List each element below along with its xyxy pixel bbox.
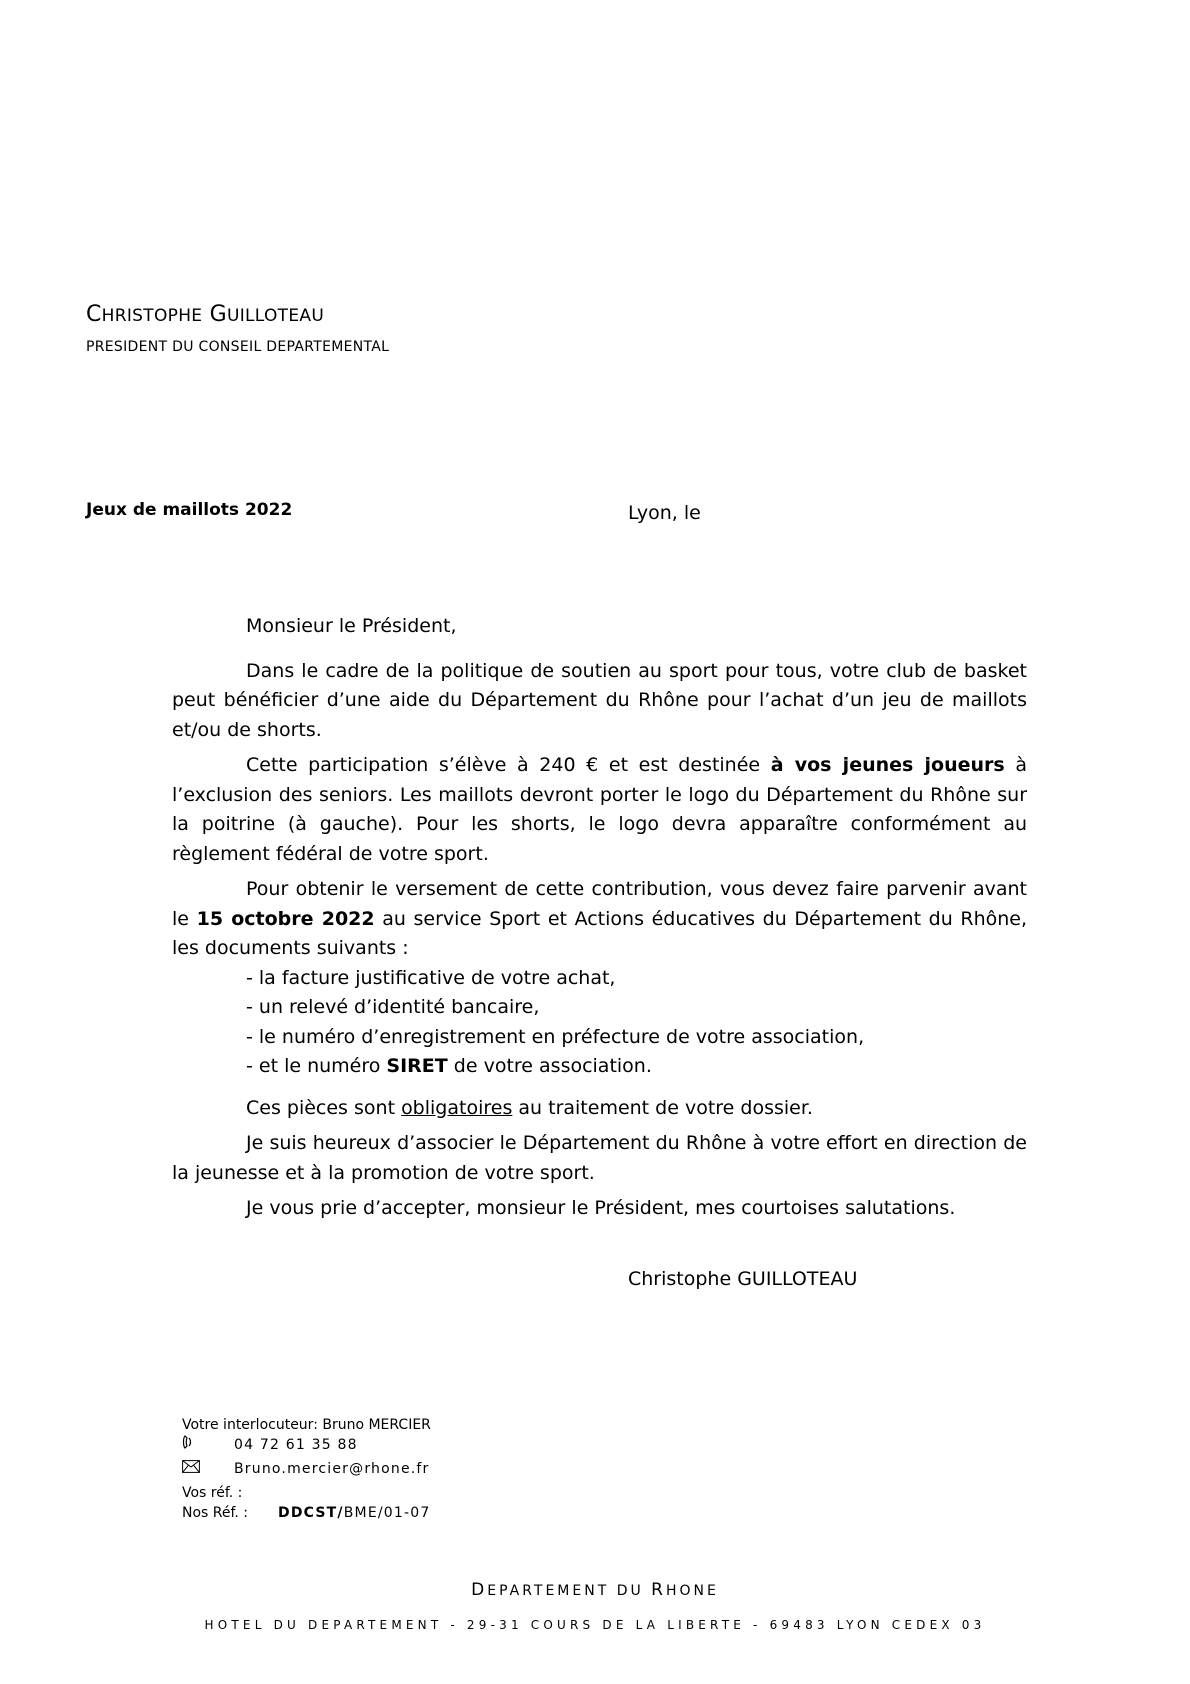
paragraph-3 — [172, 875, 1027, 964]
footer-address: HOTEL DU DEPARTEMENT - 29-31 COURS DE LA LIBERTE - 69483 LYON CEDEX 03 — [204, 1618, 986, 1632]
footer-org-mid: EPARTEMENT DU — [487, 1583, 652, 1599]
paragraph-3-text: Pour obtenir le versement de cette contribution, vous devez faire parvenir avant le — [172, 878, 1027, 930]
paragraph-2-emphasis: à vos jeunes joueurs — [770, 754, 1005, 776]
email-address: Bruno.mercier@rhone.fr — [234, 1461, 430, 1477]
siret-label: SIRET — [386, 1055, 448, 1077]
paragraph-5: Je suis heureux d’associer le Département du Rhône à votre effort en direction de la jeunesse et à la promotion de votre sport. — [172, 1132, 1027, 1184]
email-row — [182, 1455, 431, 1483]
sender-title: PRESIDENT DU CONSEIL DEPARTEMENTAL — [86, 339, 390, 355]
paragraph-3-text-end: au service Sport et Actions éducatives du Département du Rhône, les documents suivants : — [172, 907, 1028, 959]
phone-number: 04 72 61 35 88 — [234, 1437, 358, 1453]
place-date: Lyon, le — [628, 502, 701, 524]
phone-icon — [182, 1435, 234, 1455]
list-item-text-end: de votre association. — [447, 1055, 652, 1077]
letter-body — [172, 612, 1027, 1230]
footer-org-initial-r: R — [651, 1580, 666, 1600]
sender-last-initial: G — [209, 302, 227, 327]
footer-organization — [0, 1580, 1190, 1600]
salutation: Monsieur le Président, — [246, 615, 457, 637]
list-item-text: - et le numéro — [246, 1055, 387, 1077]
nos-ref — [182, 1503, 431, 1523]
list-item: - le numéro d’enregistrement en préfecture de votre association, — [246, 1025, 865, 1048]
list-item — [246, 1052, 1027, 1082]
footer-org-initial-d: D — [471, 1580, 488, 1600]
sender-first-initial: C — [86, 302, 102, 327]
sender-name — [86, 302, 324, 327]
deadline-date: 15 octobre 2022 — [196, 907, 375, 930]
nos-ref-number: BME/01-07 — [343, 1505, 431, 1521]
paragraph-4 — [172, 1094, 1027, 1124]
phone-row — [182, 1435, 431, 1455]
sender-last-rest: UILLOTEAU — [226, 306, 325, 326]
mandatory-emphasis: obligatoires — [401, 1096, 513, 1119]
paragraph-1: Dans le cadre de la politique de soutien au sport pour tous, votre club de basket peut bénéficier d’une aide du Département du Rhône pour l’achat d’un jeu de maillots et/ou de shorts. — [172, 659, 1027, 741]
nos-ref-code: DDCST/ — [278, 1505, 344, 1521]
paragraph-6: Je vous prie d’accepter, monsieur le Président, mes courtoises salutations. — [246, 1197, 956, 1219]
paragraph-2-text-end: à l’exclusion des seniors. Les maillots devront porter le logo du Département du Rhône sur la poitrine (à gauche). Pour les shorts, le logo devra apparaître conformément au règlement fédéral de votre sport. — [172, 754, 1027, 865]
interlocutor: Votre interlocuteur: Bruno MERCIER — [182, 1417, 431, 1433]
nos-ref-label: Nos Réf. : — [182, 1505, 249, 1521]
contact-block — [182, 1415, 431, 1523]
paragraph-4-text-end: au traitement de votre dossier. — [512, 1096, 813, 1119]
paragraph-2-text: Cette participation s’élève à 240 € et est destinée — [246, 754, 771, 776]
list-item: - la facture justificative de votre achat, — [246, 966, 616, 989]
documents-list — [172, 964, 1027, 1082]
paragraph-2 — [172, 751, 1027, 869]
paragraph-4-text: Ces pièces sont — [246, 1096, 402, 1119]
envelope-icon — [182, 1459, 234, 1479]
footer-org-end: HONE — [665, 1583, 719, 1599]
vos-ref: Vos réf. : — [182, 1485, 243, 1501]
signature: Christophe GUILLOTEAU — [628, 1268, 858, 1290]
sender-first-rest: HRISTOPHE — [101, 306, 203, 326]
letter-subject: Jeux de maillots 2022 — [86, 500, 293, 520]
list-item: - un relevé d’identité bancaire, — [246, 996, 540, 1018]
